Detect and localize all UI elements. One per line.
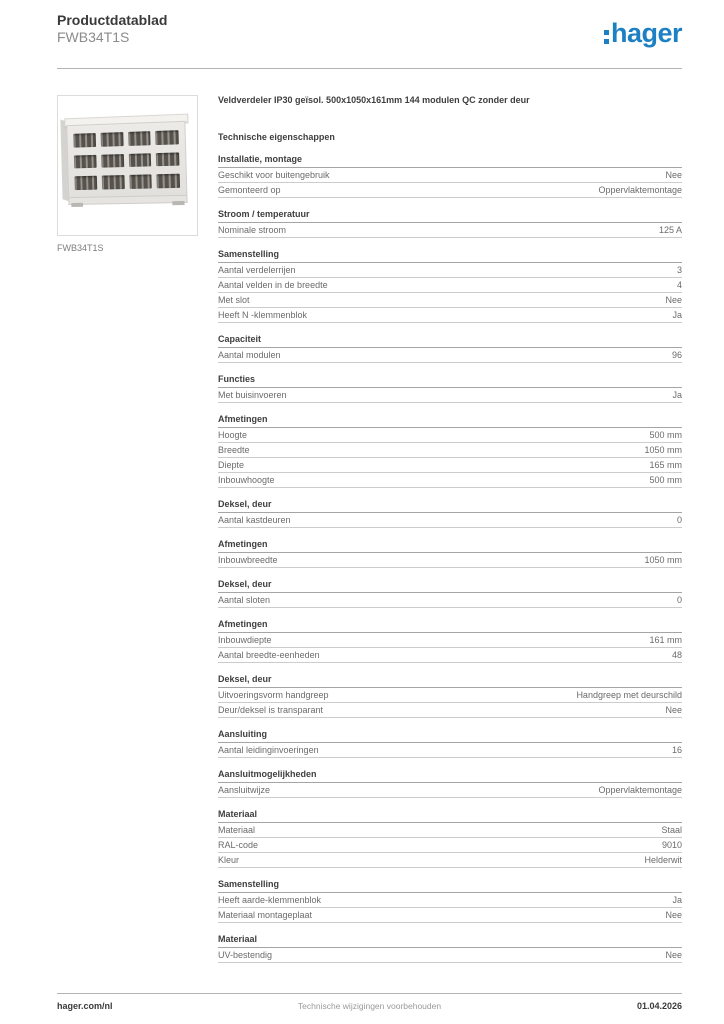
spec-sections [218, 154, 682, 963]
spec-label: Aantal kastdeuren [218, 515, 291, 525]
spec-label: Met buisinvoeren [218, 390, 287, 400]
spec-label: Geschikt voor buitengebruik [218, 170, 330, 180]
spec-row [218, 743, 682, 758]
spec-value: 0 [676, 595, 682, 605]
spec-label: Aantal verdelerrijen [218, 265, 296, 275]
spec-row [218, 513, 682, 528]
spec-value: 1050 mm [644, 445, 682, 455]
spec-row [218, 948, 682, 963]
spec-value: Ja [672, 895, 682, 905]
spec-value: 161 mm [649, 635, 682, 645]
spec-label: Materiaal [218, 825, 256, 835]
spec-label: Kleur [218, 855, 240, 865]
spec-value: Nee [665, 295, 682, 305]
product-reference: FWB34T1S [57, 29, 130, 45]
spec-row [218, 388, 682, 403]
spec-label: Aantal sloten [218, 595, 271, 605]
spec-section-title: Materiaal [218, 809, 682, 823]
spec-row [218, 473, 682, 488]
spec-row [218, 348, 682, 363]
spec-section-title: Deksel, deur [218, 674, 682, 688]
spec-section [218, 729, 682, 758]
spec-section-title: Installatie, montage [218, 154, 682, 168]
spec-value: Ja [672, 310, 682, 320]
spec-row [218, 168, 682, 183]
logo-wordmark: hager [610, 18, 682, 48]
spec-row [218, 428, 682, 443]
spec-section [218, 414, 682, 488]
spec-value: 1050 mm [644, 555, 682, 565]
spec-row [218, 908, 682, 923]
spec-value: Nee [665, 705, 682, 715]
product-image-caption: FWB34T1S [57, 243, 104, 253]
spec-section [218, 374, 682, 403]
spec-value: Oppervlaktemontage [598, 185, 682, 195]
spec-label: Aantal velden in de breedte [218, 280, 328, 290]
spec-section-title: Afmetingen [218, 414, 682, 428]
spec-label: Heeft N -klemmenblok [218, 310, 308, 320]
spec-label: Deur/deksel is transparant [218, 705, 324, 715]
spec-label: Inbouwhoogte [218, 475, 275, 485]
spec-value: 16 [671, 745, 682, 755]
spec-section [218, 209, 682, 238]
footer-divider [57, 993, 682, 994]
spec-value: 500 mm [649, 475, 682, 485]
spec-row [218, 183, 682, 198]
spec-section [218, 499, 682, 528]
spec-label: Aantal breedte-eenheden [218, 650, 320, 660]
spec-label: Nominale stroom [218, 225, 287, 235]
spec-row [218, 263, 682, 278]
spec-section [218, 154, 682, 198]
spec-section-title: Afmetingen [218, 619, 682, 633]
spec-row [218, 553, 682, 568]
spec-row [218, 893, 682, 908]
spec-section-title: Capaciteit [218, 334, 682, 348]
spec-heading: Technische eigenschappen [218, 132, 335, 142]
logo-colon-icon [604, 30, 609, 44]
spec-row [218, 308, 682, 323]
spec-label: RAL-code [218, 840, 259, 850]
spec-section [218, 334, 682, 363]
footer-date: 01.04.2026 [636, 1001, 682, 1011]
spec-section [218, 809, 682, 868]
spec-label: Inbouwdiepte [218, 635, 272, 645]
spec-row [218, 688, 682, 703]
spec-row [218, 648, 682, 663]
spec-column [218, 95, 682, 963]
spec-section [218, 249, 682, 323]
spec-label: Breedte [218, 445, 250, 455]
spec-section-title: Stroom / temperatuur [218, 209, 682, 223]
spec-section-title: Afmetingen [218, 539, 682, 553]
spec-value: 48 [671, 650, 682, 660]
spec-value: 9010 [661, 840, 682, 850]
spec-label: Materiaal montageplaat [218, 910, 313, 920]
spec-value: 3 [676, 265, 682, 275]
spec-row [218, 853, 682, 868]
product-description: Veldverdeler IP30 geïsol. 500x1050x161mm 144 modulen QC zonder deur [218, 95, 530, 105]
spec-section [218, 879, 682, 923]
spec-value: Ja [672, 390, 682, 400]
spec-label: Aantal modulen [218, 350, 281, 360]
spec-row [218, 823, 682, 838]
spec-value: Helderwit [644, 855, 682, 865]
spec-value: Nee [665, 170, 682, 180]
footer-website: hager.com/nl [57, 1001, 113, 1011]
spec-section-title: Deksel, deur [218, 499, 682, 513]
spec-row [218, 593, 682, 608]
spec-label: Gemonteerd op [218, 185, 281, 195]
spec-value: Oppervlaktemontage [598, 785, 682, 795]
spec-section-title: Samenstelling [218, 249, 682, 263]
spec-row [218, 443, 682, 458]
spec-row [218, 458, 682, 473]
spec-value: 0 [676, 515, 682, 525]
spec-value: 165 mm [649, 460, 682, 470]
spec-section [218, 619, 682, 663]
spec-label: Diepte [218, 460, 245, 470]
page-footer [57, 1001, 682, 1011]
spec-label: UV-bestendig [218, 950, 273, 960]
spec-label: Aantal leidinginvoeringen [218, 745, 319, 755]
spec-section-title: Samenstelling [218, 879, 682, 893]
footer-disclaimer: Technische wijzigingen voorbehouden [297, 1001, 442, 1011]
header-divider [57, 68, 682, 69]
spec-row [218, 293, 682, 308]
spec-value: 96 [671, 350, 682, 360]
spec-section [218, 579, 682, 608]
spec-section [218, 769, 682, 798]
page-header [57, 12, 682, 46]
spec-section-title: Materiaal [218, 934, 682, 948]
spec-row [218, 633, 682, 648]
spec-section [218, 539, 682, 568]
spec-label: Aansluitwijze [218, 785, 271, 795]
spec-label: Met slot [218, 295, 250, 305]
spec-row [218, 838, 682, 853]
spec-value: 4 [676, 280, 682, 290]
spec-value: Handgreep met deurschild [576, 690, 682, 700]
spec-section-title: Aansluitmogelijkheden [218, 769, 682, 783]
spec-row [218, 783, 682, 798]
spec-value: Staal [661, 825, 682, 835]
spec-section [218, 674, 682, 718]
hager-logo [604, 18, 682, 49]
spec-value: Nee [665, 950, 682, 960]
product-image-column [57, 95, 198, 253]
spec-section [218, 934, 682, 963]
spec-section-title: Functies [218, 374, 682, 388]
spec-label: Hoogte [218, 430, 248, 440]
product-image [57, 95, 198, 236]
cabinet-illustration [66, 114, 188, 205]
spec-row [218, 703, 682, 718]
spec-value: Nee [665, 910, 682, 920]
spec-section-title: Deksel, deur [218, 579, 682, 593]
document-title: Productdatablad [57, 12, 168, 28]
spec-value: 500 mm [649, 430, 682, 440]
spec-row [218, 223, 682, 238]
spec-label: Heeft aarde-klemmenblok [218, 895, 322, 905]
spec-label: Inbouwbreedte [218, 555, 278, 565]
spec-row [218, 278, 682, 293]
spec-section-title: Aansluiting [218, 729, 682, 743]
spec-label: Uitvoeringsvorm handgreep [218, 690, 329, 700]
spec-value: 125 A [658, 225, 682, 235]
